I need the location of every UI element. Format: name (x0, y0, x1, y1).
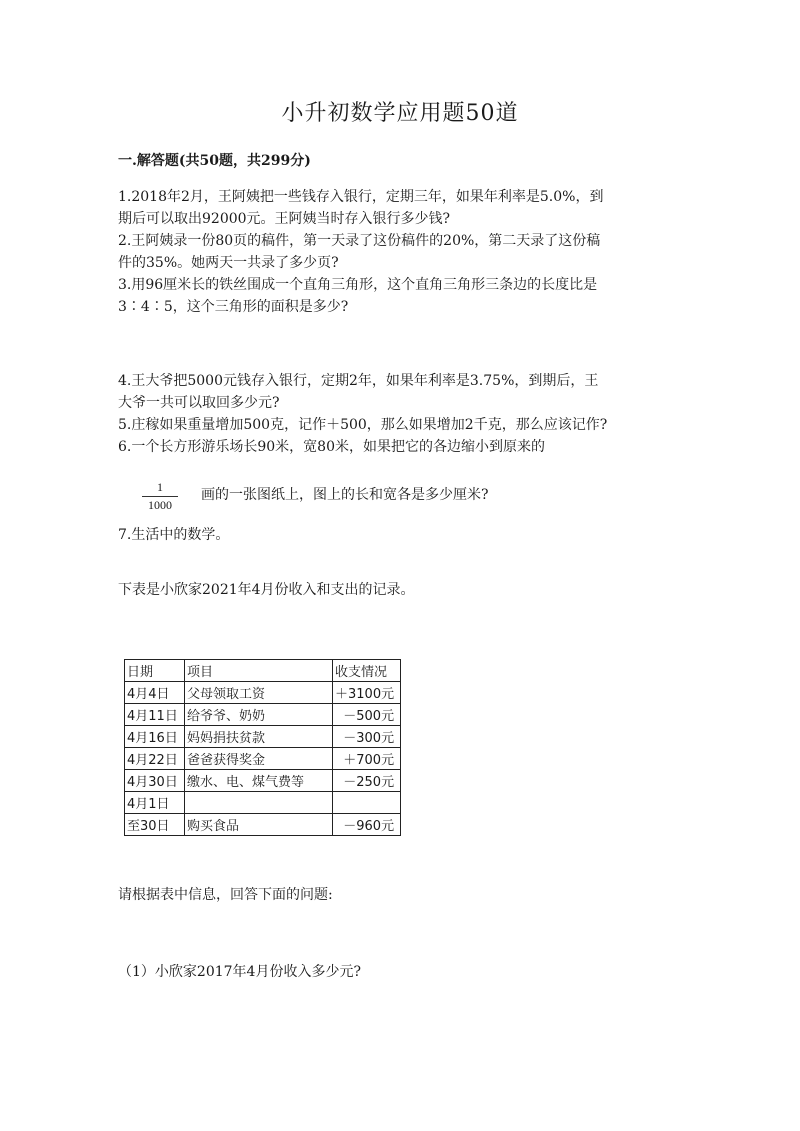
table-cell: －250元 (333, 770, 401, 792)
sub-question-1: （1）小欣家2017年4月份收入多少元? (118, 964, 361, 980)
records-table (124, 659, 401, 836)
question-4 (118, 370, 688, 458)
table-cell: 4月22日 (125, 748, 185, 770)
table-cell: 4月4日 (125, 682, 185, 704)
question-line: 2.王阿姨录一份80页的稿件，第一天录了这份稿件的20%，第二天录了这份稿 (118, 233, 601, 249)
table-cell: 父母领取工资 (185, 682, 333, 704)
table-cell: 至30日 (125, 814, 185, 836)
table-row (125, 770, 401, 792)
table-row (125, 682, 401, 704)
table-cell: 缴水、电、煤气费等 (185, 770, 333, 792)
section-heading: 一.解答题(共50题，共299分) (118, 153, 311, 169)
table-cell: 4月30日 (125, 770, 185, 792)
table-cell: 4月11日 (125, 704, 185, 726)
table-cell: 给爷爷、奶奶 (185, 704, 333, 726)
document-title: 小升初数学应用题50道 (281, 101, 519, 126)
table-header: 日期 (125, 660, 185, 682)
table-header-row (125, 660, 401, 682)
table-cell: 爸爸获得奖金 (185, 748, 333, 770)
table-cell: －960元 (333, 814, 401, 836)
table-cell: ＋3100元 (333, 682, 401, 704)
fraction (142, 480, 178, 513)
question-line: 期后可以取出92000元。王阿姨当时存入银行多少钱? (118, 211, 451, 227)
fraction-bar (142, 496, 178, 497)
table-cell: －300元 (333, 726, 401, 748)
fraction-sentence: 画的一张图纸上，图上的长和宽各是多少厘米? (201, 487, 489, 503)
fraction-numerator: 1 (157, 480, 163, 494)
question-1 (118, 186, 688, 318)
table-row (125, 814, 401, 836)
table-row (125, 726, 401, 748)
table-row (125, 704, 401, 726)
table-row (125, 792, 401, 814)
table-cell: 4月16日 (125, 726, 185, 748)
table-intro: 下表是小欣家2021年4月份收入和支出的记录。 (118, 582, 415, 598)
question-line: 3.用96厘米长的铁丝围成一个直角三角形，这个直角三角形三条边的长度比是 (118, 277, 598, 293)
question-line: 1.2018年2月，王阿姨把一些钱存入银行，定期三年，如果年利率是5.0%，到 (118, 189, 604, 205)
question-line: 大爷一共可以取回多少元? (118, 395, 280, 411)
table-cell: 妈妈捐扶贫款 (185, 726, 333, 748)
question-line: 4.王大爷把5000元钱存入银行，定期2年，如果年利率是3.75%，到期后，王 (118, 373, 599, 389)
table-cell: 购买食品 (185, 814, 333, 836)
fraction-denominator: 1000 (148, 498, 172, 512)
question-line: 3∶4∶5，这个三角形的面积是多少? (118, 299, 349, 315)
table-cell (333, 792, 401, 814)
table-header: 收支情况 (333, 660, 401, 682)
question-line: 6.一个长方形游乐场长90米，宽80米，如果把它的各边缩小到原来的 (118, 439, 545, 455)
table-followup: 请根据表中信息，回答下面的问题: (118, 887, 333, 903)
question-7: 7.生活中的数学。 (118, 527, 230, 543)
table-cell: 4月1日 (125, 792, 185, 814)
table-header: 项目 (185, 660, 333, 682)
table-row (125, 748, 401, 770)
question-line: 件的35%。她两天一共录了多少页? (118, 255, 339, 271)
question-line: 5.庄稼如果重量增加500克，记作＋500，那么如果增加2千克，那么应该记作? (118, 417, 608, 433)
table-cell: ＋700元 (333, 748, 401, 770)
table-cell (185, 792, 333, 814)
table-cell: －500元 (333, 704, 401, 726)
